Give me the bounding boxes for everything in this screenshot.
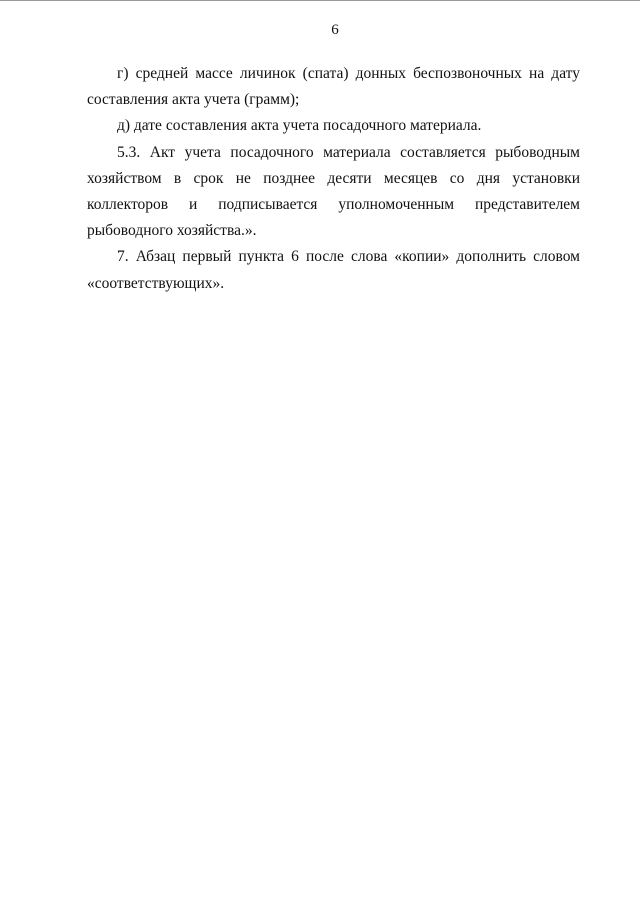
- paragraph-item-g: [87, 61, 580, 113]
- text-line: коллекторов и подписывается уполномоченным представителем: [87, 196, 580, 214]
- text-line: 5.3. Акт учета посадочного материала составляется рыбоводным: [117, 143, 580, 161]
- paragraph-7: [87, 244, 580, 296]
- page-top-edge: [0, 0, 640, 1]
- text-line: составления акта учета (грамм);: [87, 91, 300, 109]
- document-body: [87, 61, 580, 297]
- text-line: рыбоводного хозяйства.».: [87, 222, 257, 240]
- text-line: г) средней массе личинок (спата) донных беспозвоночных на дату: [117, 65, 580, 82]
- paragraph-item-d: [87, 113, 580, 139]
- text-line: «соответствующих».: [87, 274, 225, 292]
- text-line: хозяйством в срок не позднее десяти месяцев со дня установки: [87, 169, 580, 187]
- text-line: 7. Абзац первый пункта 6 после слова «копии» дополнить словом: [117, 248, 580, 266]
- paragraph-5-3: [87, 140, 580, 245]
- text-line: д) дате составления акта учета посадочного материала.: [117, 117, 482, 135]
- page-number: 6: [331, 22, 339, 38]
